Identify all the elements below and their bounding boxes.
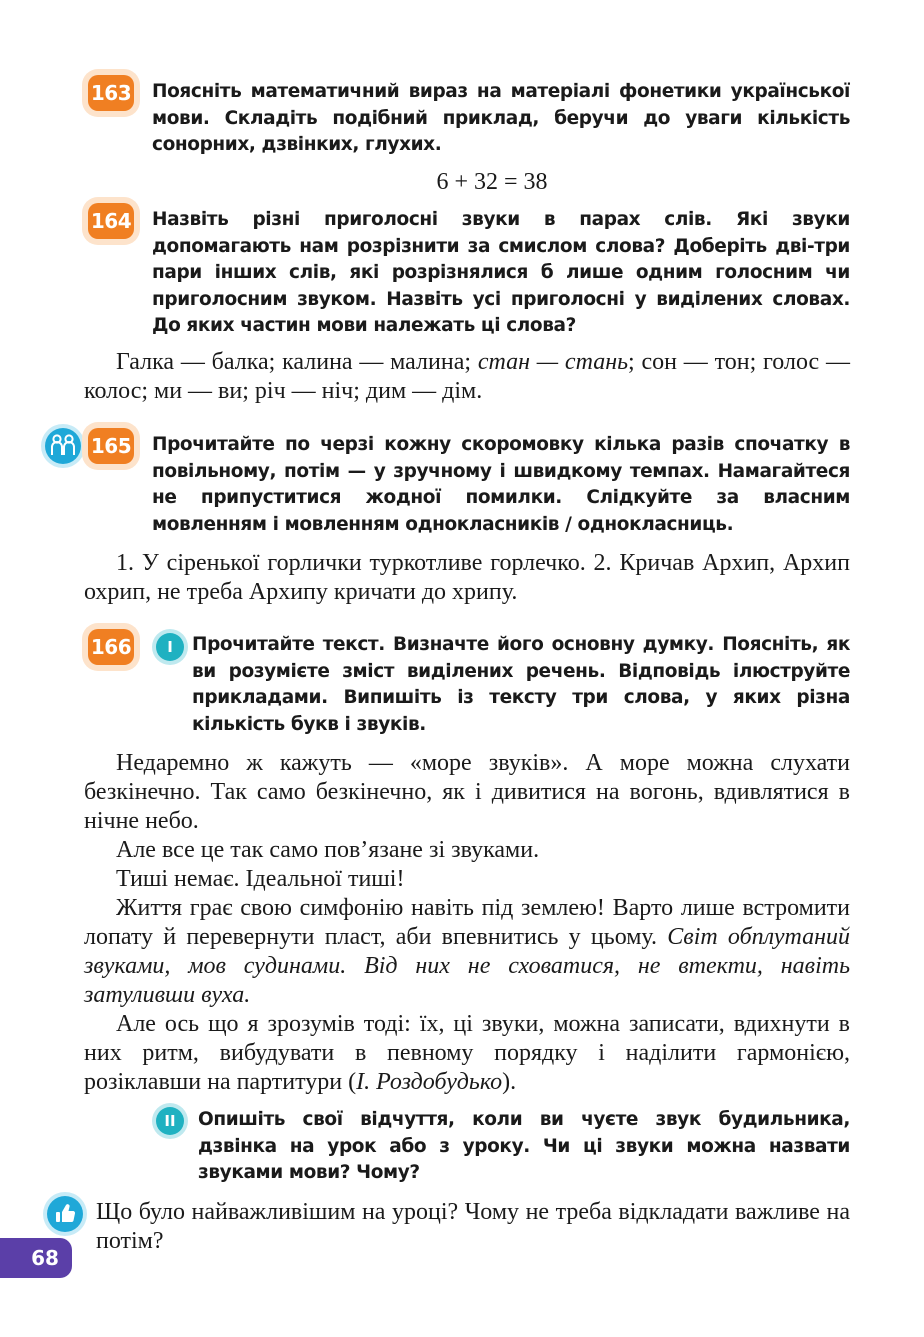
exercise-165-task: Прочитайте по черзі кожну скоромовку кілька разів спочатку в повільному, потім — у зручному і швидкому темпах. Намагайтеся не припуститися жодної помилки. Слідкуйте за власним мовленням і мовленням однокласників / однокласниць. — [152, 434, 850, 535]
page-number: 68 — [0, 1238, 72, 1278]
exercise-number-badge: 166 — [88, 629, 134, 665]
math-formula: 6 + 32 = 38 — [436, 169, 548, 195]
reflection-question: Що було найважливішим на уроці? Чому не треба відкладати важливе на потім? — [96, 1199, 850, 1254]
part-two-marker: II — [156, 1107, 184, 1135]
exercise-number-badge: 164 — [88, 203, 134, 239]
thumbs-up-icon — [47, 1196, 83, 1232]
exercise-164-task: Назвіть різні приголосні звуки в парах слів. Які звуки допомагають нам розрізнити за смислом слова? Доберіть дві-три пари інших слів, які розрізнялися б лише одним голосним чи приголосним звуком. Назвіть усі приголосні у виділених словах. До яких частин мови належать ці слова? — [152, 209, 850, 336]
text-paragraph: Але все це так само пов’язане зі звуками. — [116, 837, 540, 863]
text-paragraph: Недаремно ж кажуть — «море звуків». А море можна слухати безкінечно. Так само безкінечно, як і дивитися на вогонь, вдивлятися в нічне небо. — [84, 750, 850, 834]
exercise-number-badge: 163 — [88, 75, 134, 111]
part-one-marker: I — [156, 633, 184, 661]
word-pairs-text: Галка — балка; калина — малина; стан — стань; сон — тон; голос — колос; ми — ви; річ — ніч; дим — дім. — [84, 349, 850, 404]
exercise-166-task-two: Опишіть свої відчуття, коли ви чуєте звук будильника, дзвінка на урок або з уроку. Чи ці звуки можна назвати звуками мови? Чому? — [198, 1109, 850, 1183]
highlighted-sentence: Світ обплутаний звуками, мов судинами. Від них не сховатися, не втекти, навіть затуливши вуха. — [84, 924, 851, 1008]
text-paragraph: Життя грає свою симфонію навіть під землею! Варто лише встромити лопату й перевернути пласт, аби впевнитись у цьому. Світ обплутаний звуками, мов судинами. Від них не сховатися, не втекти, навіть затуливши вуха. — [84, 895, 851, 1008]
tongue-twisters-text: 1. У сіренької горлички туркотливе горлечко. 2. Кричав Архип, Архип охрип, не треба Архипу кричати до хрипу. — [84, 550, 850, 605]
group-work-icon — [45, 428, 81, 464]
word-pair-italic: стан — стань — [477, 349, 629, 375]
exercise-number-badge: 165 — [88, 428, 134, 464]
exercise-163-task: Поясніть математичний вираз на матеріалі фонетики української мови. Складіть подібний приклад, беручи до уваги кількість сонорних, дзвінких, глухих. — [152, 81, 850, 155]
text-paragraph: Але ось що я зрозумів тоді: їх, ці звуки, можна записати, вдихнути в них ритм, вибудувати в певному порядку і наділити гармонією, розіклавши на партитури (І. Роздобудько). — [84, 1011, 850, 1095]
reading-text — [84, 749, 850, 1097]
author-name: І. Роздобудько — [356, 1069, 503, 1095]
exercise-166-task-one: Прочитайте текст. Визначте його основну думку. Поясніть, як ви розумієте зміст виділених речень. Відповідь ілюструйте прикладами. Випишіть із тексту три слова, у яких різна кількість букв і звуків. — [192, 634, 850, 735]
text-paragraph: Тиші немає. Ідеальної тиші! — [116, 866, 405, 892]
